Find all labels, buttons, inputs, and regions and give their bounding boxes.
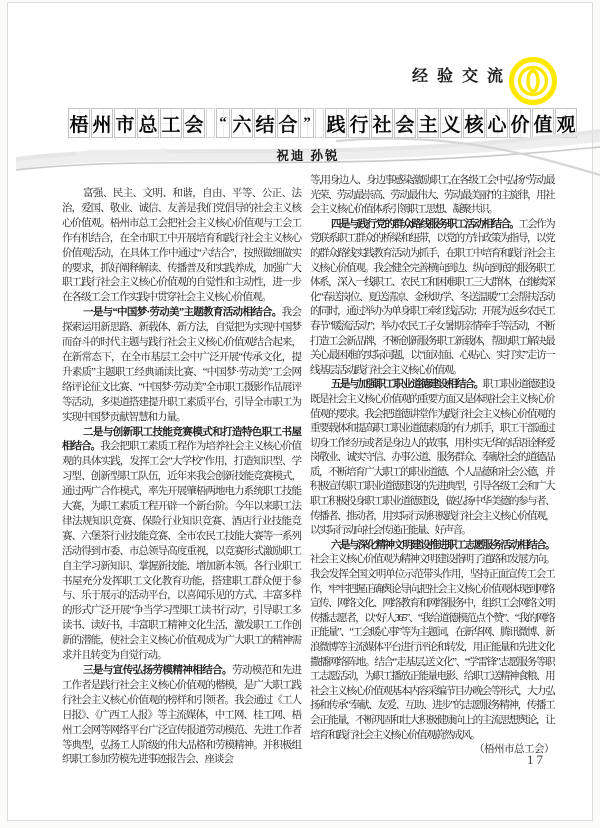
- title-char-cell: 市: [114, 108, 136, 138]
- trade-union-emblem-svg: [508, 56, 558, 106]
- title-grid-gap: [315, 108, 324, 138]
- paragraph-text: 劳动模范和先进工作者是践行社会主义核心价值观的楷模，是广大职工践行社会主义核心价值观的榜样和引领者。我会通过《工人日报》、《广西工人报》等主流媒体，中工网、桂工网、梧州工会网等网络平台广泛宣传报道劳动模范、先进工作者等典型，弘扬工人阶级的伟大品格和劳模精神。并积极组织职工参加劳模先进事迹报告会、座谈会: [62, 665, 302, 766]
- paragraph-heading: 一是与“中国梦·劳动美”主题教育活动相结合。: [83, 307, 282, 319]
- paragraph-heading: 三是与宣传弘扬劳模精神相结合。: [83, 665, 232, 676]
- page-number: 17: [527, 752, 546, 767]
- title-char-cell: “: [216, 108, 230, 138]
- paragraph-heading: 六是与深化精神文明建设推进职工志愿服务活动相结合。: [331, 539, 554, 551]
- title-char-cell: 结: [254, 108, 276, 138]
- paragraph: [310, 539, 554, 756]
- section-label: 经验交流: [412, 68, 513, 85]
- title-char-cell: 观: [555, 108, 577, 138]
- trade-union-emblem-icon: [508, 56, 558, 106]
- paragraph: [310, 218, 554, 379]
- title-char-cell: 总: [137, 108, 159, 138]
- title-char-cell: 义: [440, 108, 462, 138]
- column-left: [62, 174, 301, 768]
- paragraph-heading: 四是与践行党的群众路线服务职工活动相结合。: [331, 218, 519, 230]
- byline: 祝迪 孙锐: [276, 149, 340, 163]
- paragraph-text: 我会探索运用新思路、新载体、新方法，自觉把为实现中国梦而奋斗的时代主题与践行社会主义核心价值观结合起来，在新常态下，在全市基层工会中广泛开展“传承文化，提升素质”主题职工经典诵读比赛、“中国梦·劳动美”工会网络评论征文比赛、“中国梦·劳动美”全市职工摄影作品展评等活动，多渠道搭建提升职工素质平台，引导全市职工为实现中国梦贡献智慧和力量。: [62, 307, 301, 423]
- title-grid-gap: [206, 108, 215, 138]
- paragraph-heading: 五是与加强职工职业道德建设相结合。: [331, 379, 483, 391]
- title-char-cell: 心: [486, 108, 508, 138]
- title-char-cell: 六: [231, 108, 253, 138]
- paragraph: [310, 174, 554, 218]
- title-char-cell: ”: [300, 108, 314, 138]
- title-char-cell: 梧: [68, 108, 90, 138]
- paragraph: [62, 187, 301, 306]
- paragraph-text: 工会作为党联系职工群众的桥梁和纽带，以党的方针政策为指导，以党的群众路线实践教育活动为抓手，在职工中培育和践行社会主义核心价值观。我会健全完善横向到边、纵向到底的服务职工体系，深入一线职工、农民工和困难职工三大群体，在继续深化“春送岗位、夏送清凉、金秋助学、冬送温暖”工会帮扶活动的同时，通过举办为单身职工牵红线活动；开展为返乡农民工春节“暖流活动”；举办农民工子女暑期亲情牵手等活动，不断打造工会新品牌，不断创新服务职工新载体，帮助职工解决最关心最困难的实际问题，以“面对面、心贴心、实打实”走访一线基层活动践行社会主义核心价值观。: [310, 218, 554, 376]
- paragraph-heading: 二是与创新职工技能竞赛模式和打造特色职工书屋相结合。: [62, 426, 301, 453]
- title-char-cell: 社: [371, 108, 393, 138]
- title-char-cell: 核: [463, 108, 485, 138]
- paragraph-text: 社会主义核心价值观为精神文明建设指明了道路和发展方向。我会发挥全国文明单位示范带头作用，坚持正面宣传工会工作，牢牢把握正确舆论导向,把社会主义核心价值观体现到网络宣传、网络文化、网络教育和网络服务中，组织工会网络文明传播志愿者，以“好人365”、“我给道德模范点个赞”、“我的网络正能量”、“工会暖心事”等为主题词，在新华网、腾讯微博、新浪微博等主流媒体平台进行评论和转发，用正能量和先进文化撒播网络阵地。结合“走基层,送文化”、“学雷锋”志愿服务等职工志愿活动，为职工播放正能量电影、给职工送精神食粮、用社会主义核心价值观基本内容采编节目办晚会等形式，大力弘扬和传承“奉献、友爱、互助、进步”的志愿服务精神，传播工会正能量，不断巩固和壮大积极健康向上的主流思想舆论，让培育和践行社会主义核心价值观蔚然成风。: [310, 554, 554, 741]
- paragraph-text: 职工职业道德建设既是社会主义核心价值观的重要方面又是体现社会主义核心价值观的要求。我会把道德讲堂作为践行社会主义核心价值观的重要载体和提高职工职业道德素质的有力抓手，职工干部通过切身工作经历或者是身边人的故事，用朴实无华的话语诠释爱岗敬业、诚实守信、办事公道、服务群众、奉献社会的道德品质，不断培育广大职工的职业道德、个人品德和社会公德，并积极宣传职工职业道德建设的先进典型，引导各级工会和广大职工积极投身职工职业道德建设，做弘扬中华美德的参与者、传播者、推动者，用实际行动积极践行社会主义核心价值观，以实际行动向社会传递正能量、好声音。: [310, 379, 554, 537]
- paragraph: [62, 306, 301, 425]
- title-char-cell: 州: [91, 108, 113, 138]
- title-char-cell: 主: [417, 108, 439, 138]
- paragraph-text: 等,用身边人、身边事感染激励职工,在各级工会中弘扬“劳动最光荣、劳动最崇高、劳动最伟大、劳动最美丽”的主旋律，用社会主义核心价值体系引领职工思想、凝聚共识。: [310, 175, 554, 216]
- title-char-cell: 合: [277, 108, 299, 138]
- paragraph-text: 我会把职工素质工程作为培养社会主义核心价值观的具体实践，发挥工会“大学校”作用，打造知识型、学习型、创新型职工队伍，近年来我会创新技能竞赛模式，通过两广合作模式，率先开展肇梧两地电力系统职工技能大赛，为职工素质工程开辟一个新台阶。今年以来职工法律法规知识竞赛、保险行业知识竞赛、酒店行业技能竞赛、六堡茶行业技能竞赛、全市农民工技能大赛等一系列活动得到市委、市总领导高度重视，以竞赛形式激励职工自主学习新知识、掌握新技能、增加新本领。各行业职工书屋充分发挥职工文化教育功能，搭建职工群众便于参与、乐于展示的活动平台，以喜闻乐见的方式、丰富多样的形式广泛开展“争当学习型职工读书行动”，引导职工多读书、读好书，丰富职工精神文化生活，激发职工工作创新的潜能，使社会主义核心价值观成为广大职工的精神需求并且转变为自觉行动。: [62, 441, 301, 662]
- column-right: [310, 174, 554, 768]
- attribution: （梧州市总工会）: [474, 744, 554, 756]
- article-columns: [62, 174, 554, 768]
- scanned-page: [7, 2, 593, 821]
- paragraph: [62, 664, 301, 768]
- title-char-cell: 行: [348, 108, 370, 138]
- title-char-cell: 践: [325, 108, 347, 138]
- paragraph-text: 富强、民主、文明、和谐，自由、平等、公正、法治，爱国、敬业、诚信、友善是我们党倡导的社会主义核心价值观。梧州市总工会把社会主义核心价值观与工会工作有机结合，在全市职工中开展培育和践行社会主义核心价值观活动，在具体工作中通过“六结合”，按照做细做实的要求，抓好阐释解读、传播普及和实践养成，加强广大职工践行社会主义核心价值观的自觉性和主动性，进一步在各级工会工作实践中贯穿社会主义核心价值观。: [62, 188, 301, 304]
- title-char-cell: 会: [394, 108, 416, 138]
- title-char-cell: 工: [160, 108, 182, 138]
- paragraph: [62, 426, 301, 665]
- title-char-cell: 会: [183, 108, 205, 138]
- title-char-cell: 值: [532, 108, 554, 138]
- title-char-cell: 价: [509, 108, 531, 138]
- paragraph: [310, 378, 554, 539]
- article-title-grid: [68, 108, 578, 138]
